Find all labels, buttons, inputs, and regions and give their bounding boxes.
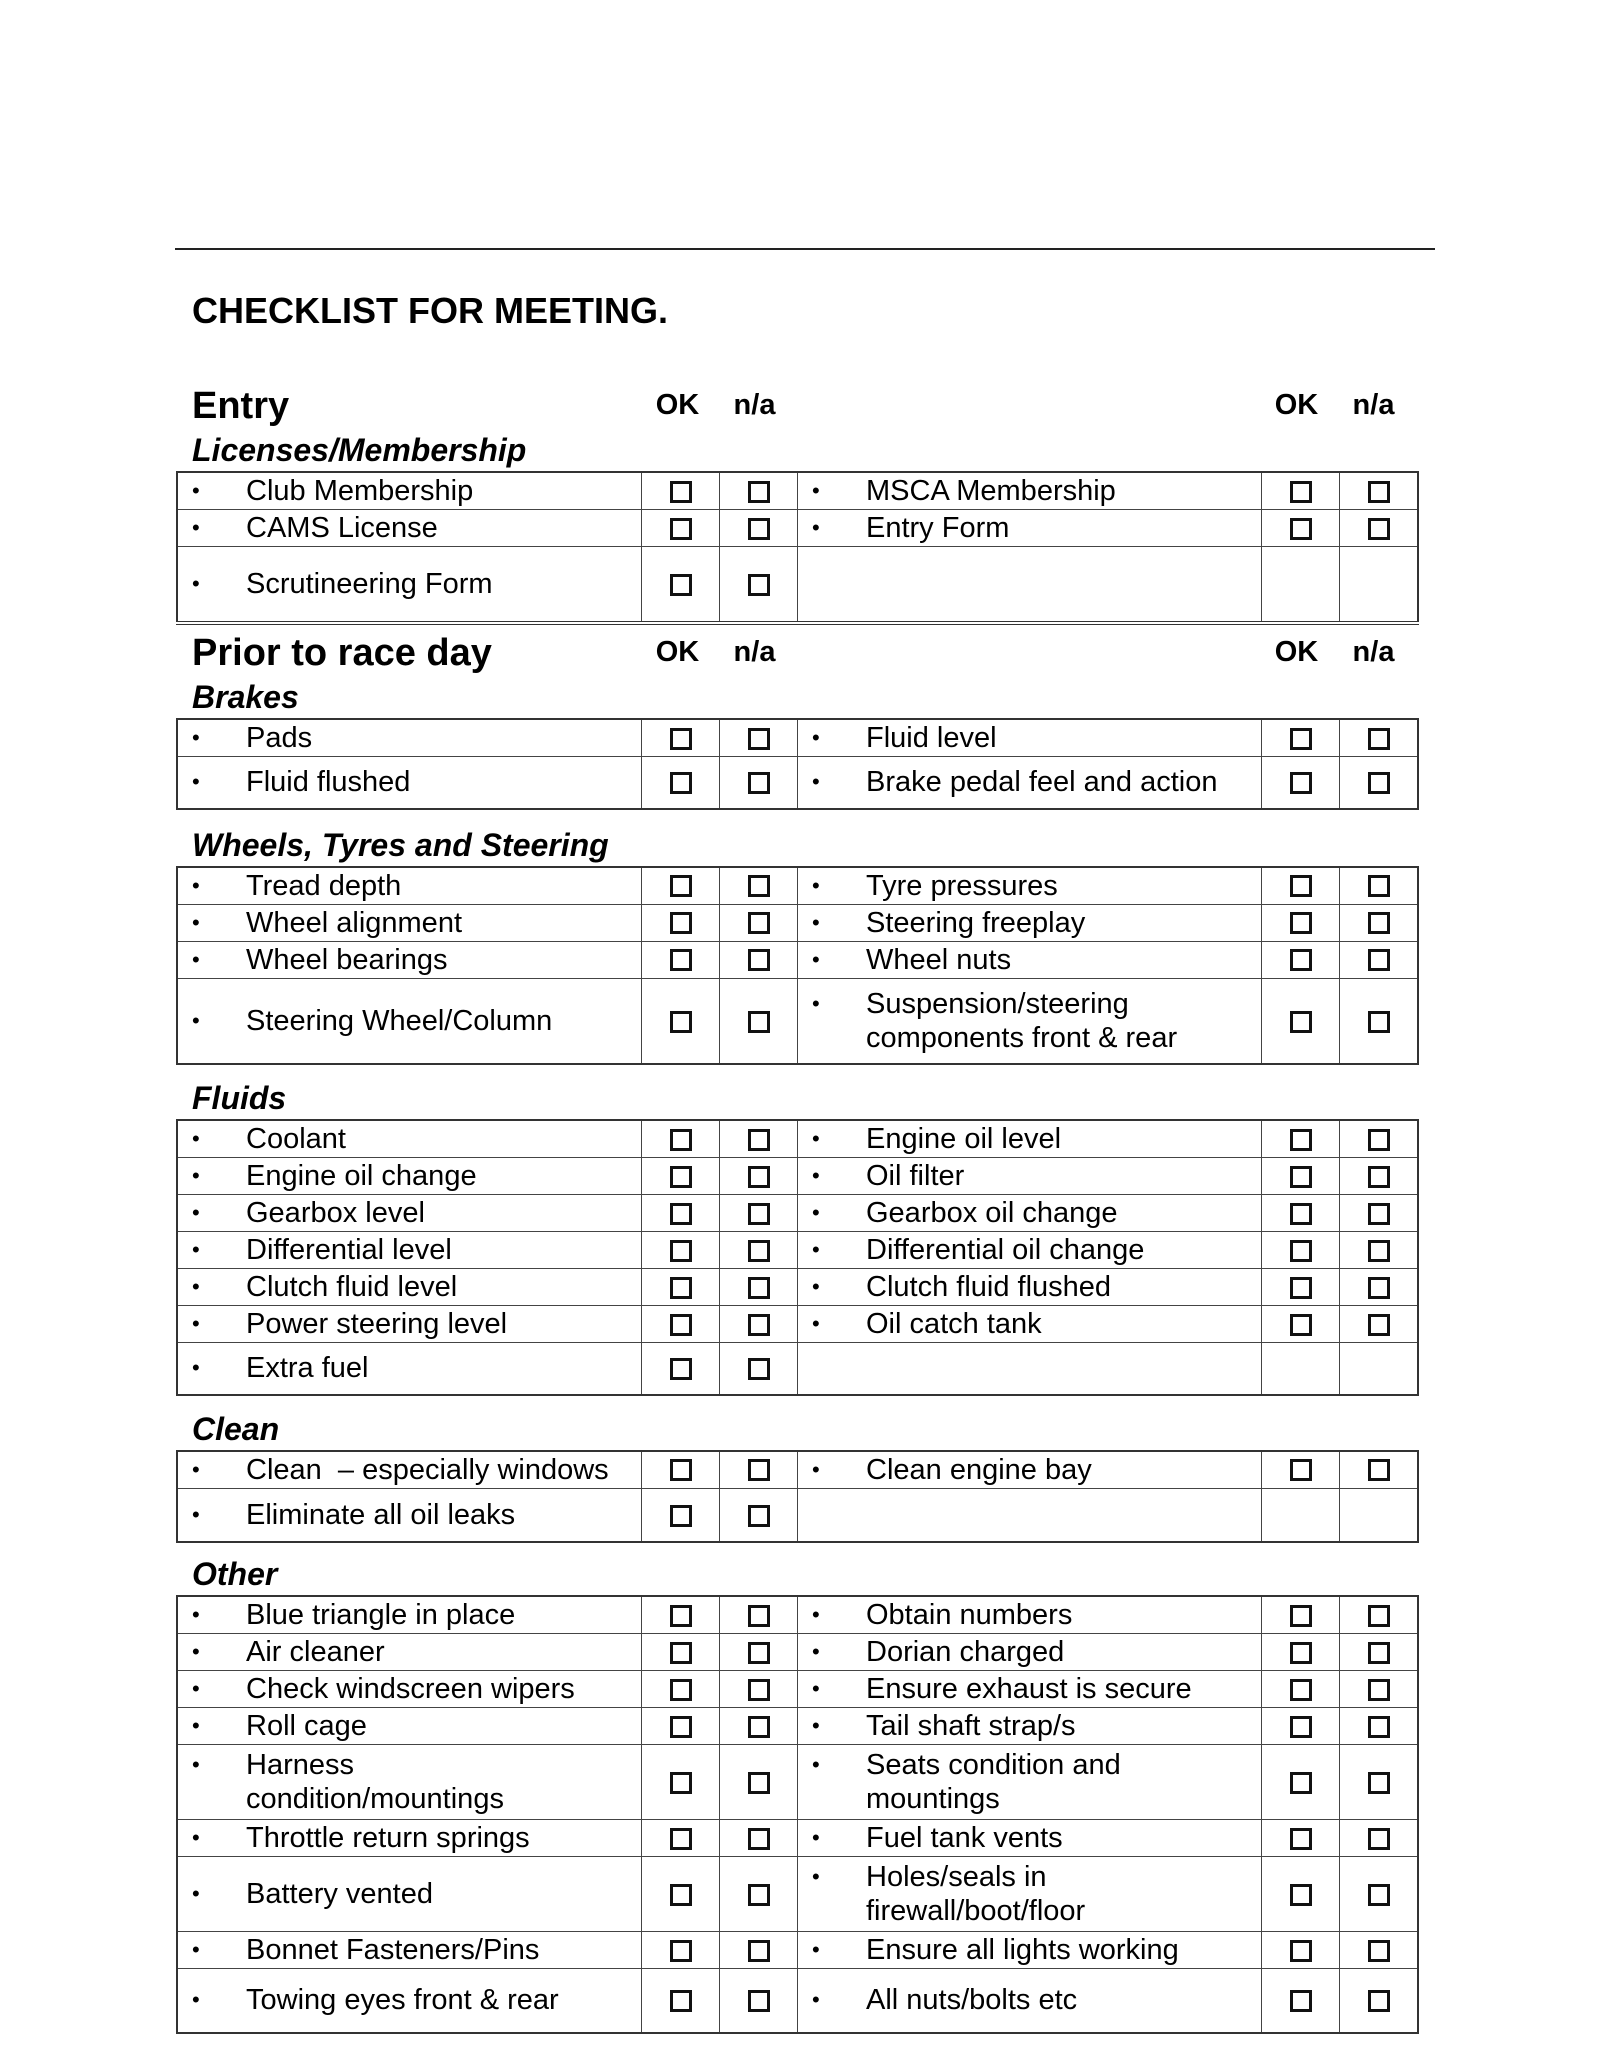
ok-checkbox[interactable]	[1290, 949, 1312, 971]
na-checkbox[interactable]	[1368, 1940, 1390, 1962]
section-title: Entry	[192, 385, 290, 427]
ok-checkbox[interactable]	[1290, 1459, 1312, 1481]
table-row	[177, 1343, 1418, 1395]
na-checkbox[interactable]	[1368, 1277, 1390, 1299]
item-label: Club Membership	[246, 475, 474, 507]
bullet: •	[812, 478, 820, 503]
bullet: •	[812, 1713, 820, 1738]
item-label: Fuel tank vents	[866, 1822, 1063, 1854]
empty-cell	[1262, 1488, 1340, 1542]
ok-checkbox[interactable]	[670, 1011, 692, 1033]
item-label: Differential oil change	[866, 1234, 1145, 1266]
item-label: Entry Form	[866, 512, 1010, 544]
table-row	[177, 1969, 1418, 2033]
bullet: •	[192, 1456, 200, 1482]
item-label: Brake pedal feel and action	[866, 766, 1218, 799]
checklist-table-clean	[176, 1450, 1419, 1544]
table-row	[177, 1671, 1418, 1708]
bullet: •	[192, 1825, 200, 1850]
empty-cell	[798, 1343, 1262, 1395]
na-checkbox[interactable]	[748, 1990, 770, 2012]
section-entry	[176, 385, 1412, 625]
bullet: •	[812, 769, 820, 795]
section-header	[176, 385, 1412, 429]
table-row	[177, 472, 1418, 510]
na-checkbox[interactable]	[1368, 1772, 1390, 1794]
bullet: •	[192, 1007, 200, 1033]
na-checkbox[interactable]	[1368, 1716, 1390, 1738]
ok-checkbox[interactable]	[670, 1940, 692, 1962]
na-checkbox[interactable]	[748, 1605, 770, 1627]
ok-checkbox[interactable]	[670, 1314, 692, 1336]
na-checkbox[interactable]	[748, 949, 770, 971]
item-label: Suspension/steering components front & rear	[866, 987, 1178, 1054]
bullet: •	[192, 515, 200, 540]
item-label: Wheel nuts	[866, 943, 1012, 976]
ok-checkbox[interactable]	[670, 518, 692, 540]
na-checkbox[interactable]	[748, 1240, 770, 1262]
ok-checkbox[interactable]	[1290, 912, 1312, 934]
item-label: Fluid flushed	[246, 766, 411, 799]
bullet: •	[812, 1126, 820, 1151]
na-checkbox[interactable]	[1368, 1884, 1390, 1906]
table-row	[177, 1451, 1418, 1489]
section-title: Prior to race day	[192, 632, 492, 674]
bullet: •	[812, 1864, 820, 1889]
bullet: •	[812, 1237, 820, 1262]
item-label: Oil filter	[866, 1160, 965, 1192]
ok-checkbox[interactable]	[1290, 1716, 1312, 1738]
table-row	[177, 1932, 1418, 1969]
table-row	[177, 547, 1418, 624]
bullet: •	[192, 1200, 200, 1225]
table-row	[177, 1745, 1418, 1820]
bullet: •	[192, 725, 200, 750]
bullet: •	[812, 1937, 820, 1962]
item-label: Bonnet Fasteners/Pins	[246, 1934, 540, 1966]
bullet: •	[812, 1639, 820, 1664]
ok-checkbox[interactable]	[1290, 1772, 1312, 1794]
item-label: Holes/seals in firewall/boot/floor	[866, 1861, 1086, 1927]
table-row	[177, 1269, 1418, 1306]
table-row	[177, 719, 1418, 757]
table-row	[177, 1708, 1418, 1745]
na-checkbox[interactable]	[1368, 1679, 1390, 1701]
na-checkbox[interactable]	[748, 574, 770, 596]
group-title: Fluids	[192, 1080, 287, 1116]
na-checkbox[interactable]	[1368, 1129, 1390, 1151]
item-label: Gearbox oil change	[866, 1197, 1118, 1229]
item-label: Engine oil level	[866, 1123, 1062, 1155]
na-checkbox[interactable]	[748, 1459, 770, 1481]
item-label: Harness condition/mountings	[246, 1749, 504, 1815]
ok-checkbox[interactable]	[670, 912, 692, 934]
na-checkbox[interactable]	[748, 1940, 770, 1962]
bullet: •	[192, 571, 200, 596]
table-row	[177, 1857, 1418, 1932]
item-label: Air cleaner	[246, 1636, 385, 1668]
item-label: Power steering level	[246, 1308, 508, 1340]
item-label: Steering Wheel/Column	[246, 1004, 553, 1037]
ok-checkbox[interactable]	[1290, 1203, 1312, 1225]
item-label: Towing eyes front & rear	[246, 1984, 559, 2017]
ok-checkbox[interactable]	[1290, 1679, 1312, 1701]
item-label: Obtain numbers	[866, 1599, 1073, 1631]
item-label: Fluid level	[866, 722, 997, 754]
bullet: •	[192, 1676, 200, 1701]
item-label: Differential level	[246, 1234, 452, 1266]
item-label: Roll cage	[246, 1710, 367, 1742]
na-checkbox[interactable]	[1368, 481, 1390, 503]
bullet: •	[812, 515, 820, 540]
ok-checkbox[interactable]	[1290, 1011, 1312, 1033]
ok-column-label: OK	[1274, 389, 1319, 421]
table-row	[177, 1488, 1418, 1542]
table-row	[177, 1232, 1418, 1269]
bullet: •	[812, 909, 820, 935]
bullet: •	[192, 1355, 200, 1381]
na-checkbox[interactable]	[748, 1129, 770, 1151]
ok-checkbox[interactable]	[1290, 1605, 1312, 1627]
ok-checkbox[interactable]	[1290, 1277, 1312, 1299]
item-label: Check windscreen wipers	[246, 1673, 575, 1705]
empty-cell	[1340, 1488, 1419, 1542]
ok-checkbox[interactable]	[1290, 1642, 1312, 1664]
item-label: Scrutineering Form	[246, 568, 493, 600]
table-row	[177, 1120, 1418, 1158]
item-label: Coolant	[246, 1123, 346, 1155]
bullet: •	[812, 1987, 820, 2013]
na-column-label: n/a	[1352, 389, 1395, 421]
item-label: Battery vented	[246, 1878, 433, 1910]
ok-checkbox[interactable]	[670, 1772, 692, 1794]
ok-checkbox[interactable]	[670, 875, 692, 897]
bullet: •	[192, 1752, 200, 1777]
bullet: •	[192, 1311, 200, 1336]
na-checkbox[interactable]	[748, 1358, 770, 1380]
empty-cell	[798, 1488, 1262, 1542]
header-divider	[175, 248, 1435, 250]
bullet: •	[192, 1713, 200, 1738]
na-checkbox[interactable]	[1368, 772, 1390, 794]
ok-checkbox[interactable]	[1290, 1990, 1312, 2012]
table-row	[177, 1596, 1418, 1634]
group-title: Clean	[192, 1410, 280, 1447]
na-checkbox[interactable]	[1368, 875, 1390, 897]
bullet: •	[812, 1752, 820, 1777]
group-title: Other	[192, 1556, 278, 1592]
checklist-table-brakes	[176, 718, 1419, 810]
section-header	[176, 632, 1412, 676]
group-title: Brakes	[192, 679, 299, 715]
item-label: Dorian charged	[866, 1636, 1065, 1668]
item-label: Throttle return springs	[246, 1822, 530, 1854]
ok-checkbox[interactable]	[670, 728, 692, 750]
na-checkbox[interactable]	[1368, 912, 1390, 934]
table-row	[177, 904, 1418, 941]
table-row	[177, 1820, 1418, 1857]
ok-checkbox[interactable]	[670, 1605, 692, 1627]
item-label: Wheel alignment	[246, 906, 462, 939]
item-label: Tread depth	[246, 869, 402, 902]
table-row	[177, 1158, 1418, 1195]
item-label: Clean engine bay	[866, 1453, 1092, 1486]
ok-checkbox[interactable]	[670, 574, 692, 596]
ok-checkbox[interactable]	[1290, 1240, 1312, 1262]
bullet: •	[192, 946, 200, 972]
empty-cell	[1262, 1343, 1340, 1395]
item-label: Clean – especially windows	[246, 1453, 609, 1486]
ok-checkbox[interactable]	[670, 1459, 692, 1481]
empty-cell	[1340, 1343, 1419, 1395]
bullet: •	[192, 1163, 200, 1188]
ok-checkbox[interactable]	[670, 1203, 692, 1225]
empty-cell	[798, 547, 1262, 624]
na-checkbox[interactable]	[748, 1314, 770, 1336]
ok-checkbox[interactable]	[670, 1990, 692, 2012]
na-checkbox[interactable]	[748, 875, 770, 897]
bullet: •	[192, 909, 200, 935]
ok-column-label: OK	[1274, 636, 1319, 668]
page-title: CHECKLIST FOR MEETING.	[192, 290, 668, 331]
na-checkbox[interactable]	[1368, 1990, 1390, 2012]
na-checkbox[interactable]	[1368, 1240, 1390, 1262]
ok-checkbox[interactable]	[1290, 875, 1312, 897]
na-checkbox[interactable]	[748, 772, 770, 794]
bullet: •	[812, 872, 820, 898]
na-checkbox[interactable]	[1368, 1166, 1390, 1188]
ok-checkbox[interactable]	[670, 1129, 692, 1151]
ok-checkbox[interactable]	[670, 1828, 692, 1850]
checklist-table-wheels	[176, 866, 1419, 1066]
empty-cell	[1262, 547, 1340, 624]
na-checkbox[interactable]	[1368, 1459, 1390, 1481]
item-label: CAMS License	[246, 512, 438, 544]
ok-checkbox[interactable]	[1290, 1129, 1312, 1151]
na-checkbox[interactable]	[748, 1716, 770, 1738]
na-checkbox[interactable]	[748, 1203, 770, 1225]
item-label: Gearbox level	[246, 1197, 425, 1229]
ok-checkbox[interactable]	[1290, 1940, 1312, 1962]
na-checkbox[interactable]	[1368, 1828, 1390, 1850]
ok-checkbox[interactable]	[670, 949, 692, 971]
na-checkbox[interactable]	[748, 1679, 770, 1701]
item-label: Seats condition and mountings	[866, 1749, 1121, 1815]
bullet: •	[812, 946, 820, 972]
item-label: Eliminate all oil leaks	[246, 1498, 516, 1531]
na-checkbox[interactable]	[1368, 1314, 1390, 1336]
na-checkbox[interactable]	[748, 912, 770, 934]
bullet: •	[812, 1163, 820, 1188]
empty-cell	[1340, 547, 1419, 624]
na-checkbox[interactable]	[1368, 1642, 1390, 1664]
na-checkbox[interactable]	[1368, 1011, 1390, 1033]
ok-checkbox[interactable]	[670, 1642, 692, 1664]
ok-checkbox[interactable]	[1290, 1828, 1312, 1850]
item-label: Engine oil change	[246, 1160, 477, 1192]
na-checkbox[interactable]	[1368, 518, 1390, 540]
ok-checkbox[interactable]	[670, 1358, 692, 1380]
bullet: •	[812, 725, 820, 750]
na-checkbox[interactable]	[1368, 949, 1390, 971]
ok-checkbox[interactable]	[1290, 481, 1312, 503]
bullet: •	[192, 1937, 200, 1962]
ok-checkbox[interactable]	[670, 1679, 692, 1701]
ok-checkbox[interactable]	[1290, 518, 1312, 540]
bullet: •	[812, 1456, 820, 1482]
bullet: •	[192, 1126, 200, 1151]
na-checkbox[interactable]	[748, 1884, 770, 1906]
table-row	[177, 978, 1418, 1064]
bullet: •	[192, 478, 200, 503]
table-row	[177, 1195, 1418, 1232]
bullet: •	[192, 1237, 200, 1262]
na-checkbox[interactable]	[748, 1011, 770, 1033]
bullet: •	[192, 1602, 200, 1627]
bullet: •	[192, 1501, 200, 1527]
bullet: •	[192, 872, 200, 898]
na-checkbox[interactable]	[1368, 1605, 1390, 1627]
na-checkbox[interactable]	[748, 1828, 770, 1850]
bullet: •	[192, 769, 200, 795]
na-checkbox[interactable]	[748, 1166, 770, 1188]
ok-checkbox[interactable]	[670, 1884, 692, 1906]
item-label: Ensure exhaust is secure	[866, 1673, 1192, 1705]
item-label: Clutch fluid level	[246, 1271, 458, 1303]
bullet: •	[812, 990, 820, 1016]
item-label: Clutch fluid flushed	[866, 1271, 1112, 1303]
na-column-label: n/a	[733, 389, 776, 421]
item-label: Tyre pressures	[866, 869, 1058, 902]
na-checkbox[interactable]	[748, 728, 770, 750]
item-label: Wheel bearings	[246, 943, 448, 976]
group-title: Licenses/Membership	[192, 432, 527, 468]
na-checkbox[interactable]	[748, 1772, 770, 1794]
bullet: •	[812, 1200, 820, 1225]
bullet: •	[192, 1881, 200, 1906]
bullet: •	[192, 1987, 200, 2013]
ok-column-label: OK	[655, 389, 700, 421]
item-label: Pads	[246, 722, 313, 754]
checklist-table-other	[176, 1595, 1419, 2034]
item-label: All nuts/bolts etc	[866, 1984, 1078, 2017]
bullet: •	[812, 1274, 820, 1299]
bullet: •	[192, 1639, 200, 1664]
table-row	[177, 941, 1418, 978]
table-row	[177, 757, 1418, 809]
na-checkbox[interactable]	[1368, 728, 1390, 750]
na-checkbox[interactable]	[1368, 1203, 1390, 1225]
section-prior-to-race-day	[176, 632, 1412, 2034]
ok-checkbox[interactable]	[670, 1505, 692, 1527]
item-label: Extra fuel	[246, 1352, 369, 1385]
item-label: MSCA Membership	[866, 475, 1116, 507]
bullet: •	[192, 1274, 200, 1299]
na-column-label: n/a	[1352, 636, 1395, 668]
na-column-label: n/a	[733, 636, 776, 668]
ok-checkbox[interactable]	[1290, 1884, 1312, 1906]
ok-column-label: OK	[655, 636, 700, 668]
table-row	[177, 1634, 1418, 1671]
table-row	[177, 510, 1418, 547]
item-label: Ensure all lights working	[866, 1934, 1179, 1966]
checklist-table-licenses	[176, 471, 1419, 625]
bullet: •	[812, 1602, 820, 1627]
na-checkbox[interactable]	[748, 518, 770, 540]
na-checkbox[interactable]	[748, 1505, 770, 1527]
ok-checkbox[interactable]	[670, 1277, 692, 1299]
ok-checkbox[interactable]	[670, 481, 692, 503]
ok-checkbox[interactable]	[670, 1716, 692, 1738]
bullet: •	[812, 1311, 820, 1336]
na-checkbox[interactable]	[748, 1277, 770, 1299]
table-row	[177, 867, 1418, 905]
ok-checkbox[interactable]	[1290, 772, 1312, 794]
item-label: Blue triangle in place	[246, 1599, 516, 1631]
ok-checkbox[interactable]	[1290, 728, 1312, 750]
ok-checkbox[interactable]	[1290, 1166, 1312, 1188]
na-checkbox[interactable]	[748, 1642, 770, 1664]
na-checkbox[interactable]	[748, 481, 770, 503]
bullet: •	[812, 1825, 820, 1850]
group-title: Wheels, Tyres and Steering	[192, 826, 609, 863]
ok-checkbox[interactable]	[670, 1240, 692, 1262]
table-row	[177, 1306, 1418, 1343]
bullet: •	[812, 1676, 820, 1701]
ok-checkbox[interactable]	[1290, 1314, 1312, 1336]
ok-checkbox[interactable]	[670, 1166, 692, 1188]
item-label: Tail shaft strap/s	[866, 1710, 1076, 1742]
item-label: Oil catch tank	[866, 1308, 1042, 1340]
item-label: Steering freeplay	[866, 906, 1086, 939]
checklist-table-fluids	[176, 1119, 1419, 1396]
ok-checkbox[interactable]	[670, 772, 692, 794]
